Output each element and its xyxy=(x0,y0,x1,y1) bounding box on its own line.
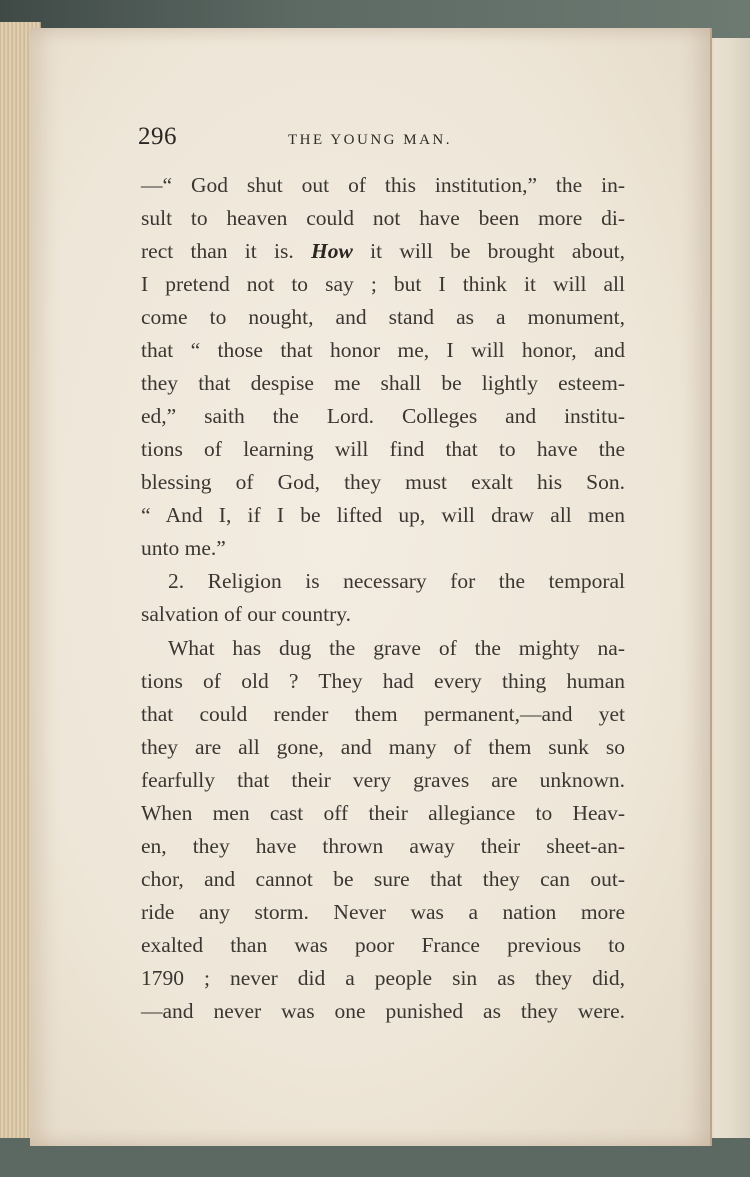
emphasized-word: How xyxy=(311,239,353,263)
text-line: that “ those that honor me, I will honor, and xyxy=(141,338,625,362)
page-number: 296 xyxy=(138,123,177,150)
text-line: ride any storm. Never was a nation more xyxy=(141,900,625,924)
text-line: ed,” saith the Lord. Colleges and institu- xyxy=(141,404,625,428)
text-line: come to nought, and stand as a monument, xyxy=(141,305,625,329)
text-line: blessing of God, they must exalt his Son. xyxy=(141,470,625,494)
text-line: that could render them permanent,—and yet xyxy=(141,702,625,726)
text-line: 1790 ; never did a people sin as they did, xyxy=(141,966,625,990)
text-line: “ And I, if I be lifted up, will draw all men xyxy=(141,503,625,527)
text-segment: it will be brought about, xyxy=(352,239,625,263)
text-line: they are all gone, and many of them sunk so xyxy=(141,735,625,759)
text-line: —and never was one punished as they were. xyxy=(141,999,625,1023)
text-line: salvation of our country. xyxy=(141,602,351,626)
text-line xyxy=(141,236,625,266)
text-line: —“ God shut out of this institution,” the in- xyxy=(141,173,625,197)
text-line: en, they have thrown away their sheet-an- xyxy=(141,834,625,858)
text-line: When men cast off their allegiance to Heav- xyxy=(141,801,625,825)
text-line: tions of old ? They had every thing human xyxy=(141,669,625,693)
running-title: THE YOUNG MAN. xyxy=(288,132,453,148)
text-line: sult to heaven could not have been more di- xyxy=(141,206,625,230)
text-line: they that despise me shall be lightly esteem- xyxy=(141,371,625,395)
text-segment: rect than it is. xyxy=(141,239,312,263)
text-line: chor, and cannot be sure that they can out- xyxy=(141,867,625,891)
text-line: I pretend not to say ; but I think it will all xyxy=(141,272,625,296)
text-line: 2. Religion is necessary for the temporal xyxy=(168,569,625,593)
text-line: fearfully that their very graves are unknown. xyxy=(141,768,625,792)
text-line: tions of learning will find that to have the xyxy=(141,437,625,461)
text-line: What has dug the grave of the mighty na- xyxy=(168,636,625,660)
text-line: unto me.” xyxy=(141,536,226,560)
text-line: exalted than was poor France previous to xyxy=(141,933,625,957)
